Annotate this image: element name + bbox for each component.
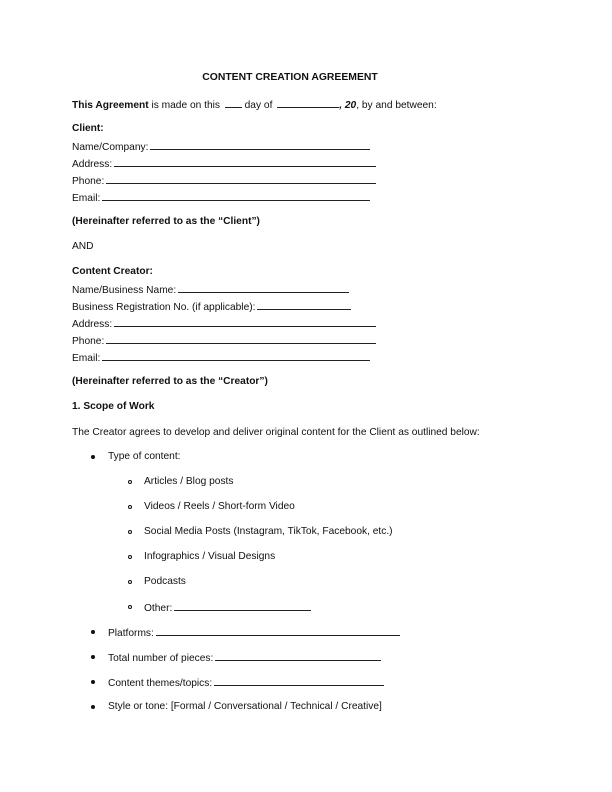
client-phone-label: Phone: (72, 176, 105, 187)
client-email-blank[interactable] (102, 191, 370, 201)
content-type-other (144, 601, 311, 615)
client-name-label: Name/Company: (72, 142, 149, 153)
day-blank[interactable] (225, 98, 242, 108)
content-type-other-blank[interactable] (174, 601, 311, 611)
content-themes-blank[interactable] (214, 676, 384, 686)
content-themes-label: Content themes/topics: (108, 678, 213, 689)
creator-phone-blank[interactable] (106, 334, 376, 344)
client-name-blank[interactable] (150, 140, 370, 150)
content-type-item: Videos / Reels / Short-form Video (144, 501, 295, 512)
content-type-item: Social Media Posts (Instagram, TikTok, Facebook, etc.) (144, 526, 393, 537)
creator-email-label: Email: (72, 353, 101, 364)
creator-name-field (72, 283, 349, 297)
bullet-dot-icon (91, 705, 95, 709)
creator-name-blank[interactable] (178, 283, 349, 293)
month-blank[interactable] (277, 98, 339, 108)
platforms-label: Platforms: (108, 628, 154, 639)
intro-text-3: , by and between: (356, 100, 437, 111)
creator-phone-field (72, 334, 376, 348)
creator-registration-blank[interactable] (257, 300, 351, 310)
creator-registration-field (72, 300, 351, 314)
intro-text-2: day of (241, 100, 276, 111)
client-phone-blank[interactable] (106, 174, 376, 184)
intro-line (72, 98, 437, 112)
circle-bullet-icon (128, 505, 132, 509)
creator-address-field (72, 317, 376, 331)
client-email-field (72, 191, 370, 205)
content-type-other-label: Other: (144, 603, 173, 614)
content-type-item: Podcasts (144, 576, 186, 587)
circle-bullet-icon (128, 580, 132, 584)
content-themes-field (108, 676, 384, 690)
creator-phone-label: Phone: (72, 336, 105, 347)
total-pieces-blank[interactable] (215, 651, 381, 661)
content-type-item: Infographics / Visual Designs (144, 551, 276, 562)
circle-bullet-icon (128, 605, 132, 609)
type-of-content-label: Type of content: (108, 451, 181, 462)
circle-bullet-icon (128, 555, 132, 559)
client-address-field (72, 157, 376, 171)
intro-year: , 20 (339, 100, 357, 111)
bullet-dot-icon (91, 680, 95, 684)
circle-bullet-icon (128, 530, 132, 534)
platforms-blank[interactable] (156, 626, 400, 636)
creator-email-blank[interactable] (102, 351, 370, 361)
client-heading: Client: (72, 123, 104, 134)
client-email-label: Email: (72, 193, 101, 204)
content-type-item: Articles / Blog posts (144, 476, 234, 487)
document-title: CONTENT CREATION AGREEMENT (202, 72, 378, 83)
client-name-field (72, 140, 370, 154)
style-tone-item: Style or tone: [Formal / Conversational / Technical / Creative] (108, 701, 382, 712)
creator-address-blank[interactable] (114, 317, 376, 327)
bullet-dot-icon (91, 630, 95, 634)
bullet-dot-icon (91, 455, 95, 459)
creator-address-label: Address: (72, 319, 113, 330)
creator-name-label: Name/Business Name: (72, 285, 177, 296)
creator-heading: Content Creator: (72, 266, 153, 277)
client-phone-field (72, 174, 376, 188)
intro-lead: This Agreement (72, 100, 149, 111)
platforms-field (108, 626, 400, 640)
client-hereinafter: (Hereinafter referred to as the “Client”) (72, 216, 260, 227)
intro-text-1: is made on this (148, 100, 223, 111)
creator-hereinafter: (Hereinafter referred to as the “Creator”) (72, 376, 268, 387)
scope-intro: The Creator agrees to develop and deliver original content for the Client as outlined below: (72, 427, 480, 438)
client-address-label: Address: (72, 159, 113, 170)
scope-heading: 1. Scope of Work (72, 401, 155, 412)
and-text: AND (72, 241, 94, 252)
creator-registration-label: Business Registration No. (if applicable): (72, 302, 256, 313)
circle-bullet-icon (128, 480, 132, 484)
bullet-dot-icon (91, 655, 95, 659)
total-pieces-label: Total number of pieces: (108, 653, 214, 664)
creator-email-field (72, 351, 370, 365)
client-address-blank[interactable] (114, 157, 376, 167)
total-pieces-field (108, 651, 381, 665)
